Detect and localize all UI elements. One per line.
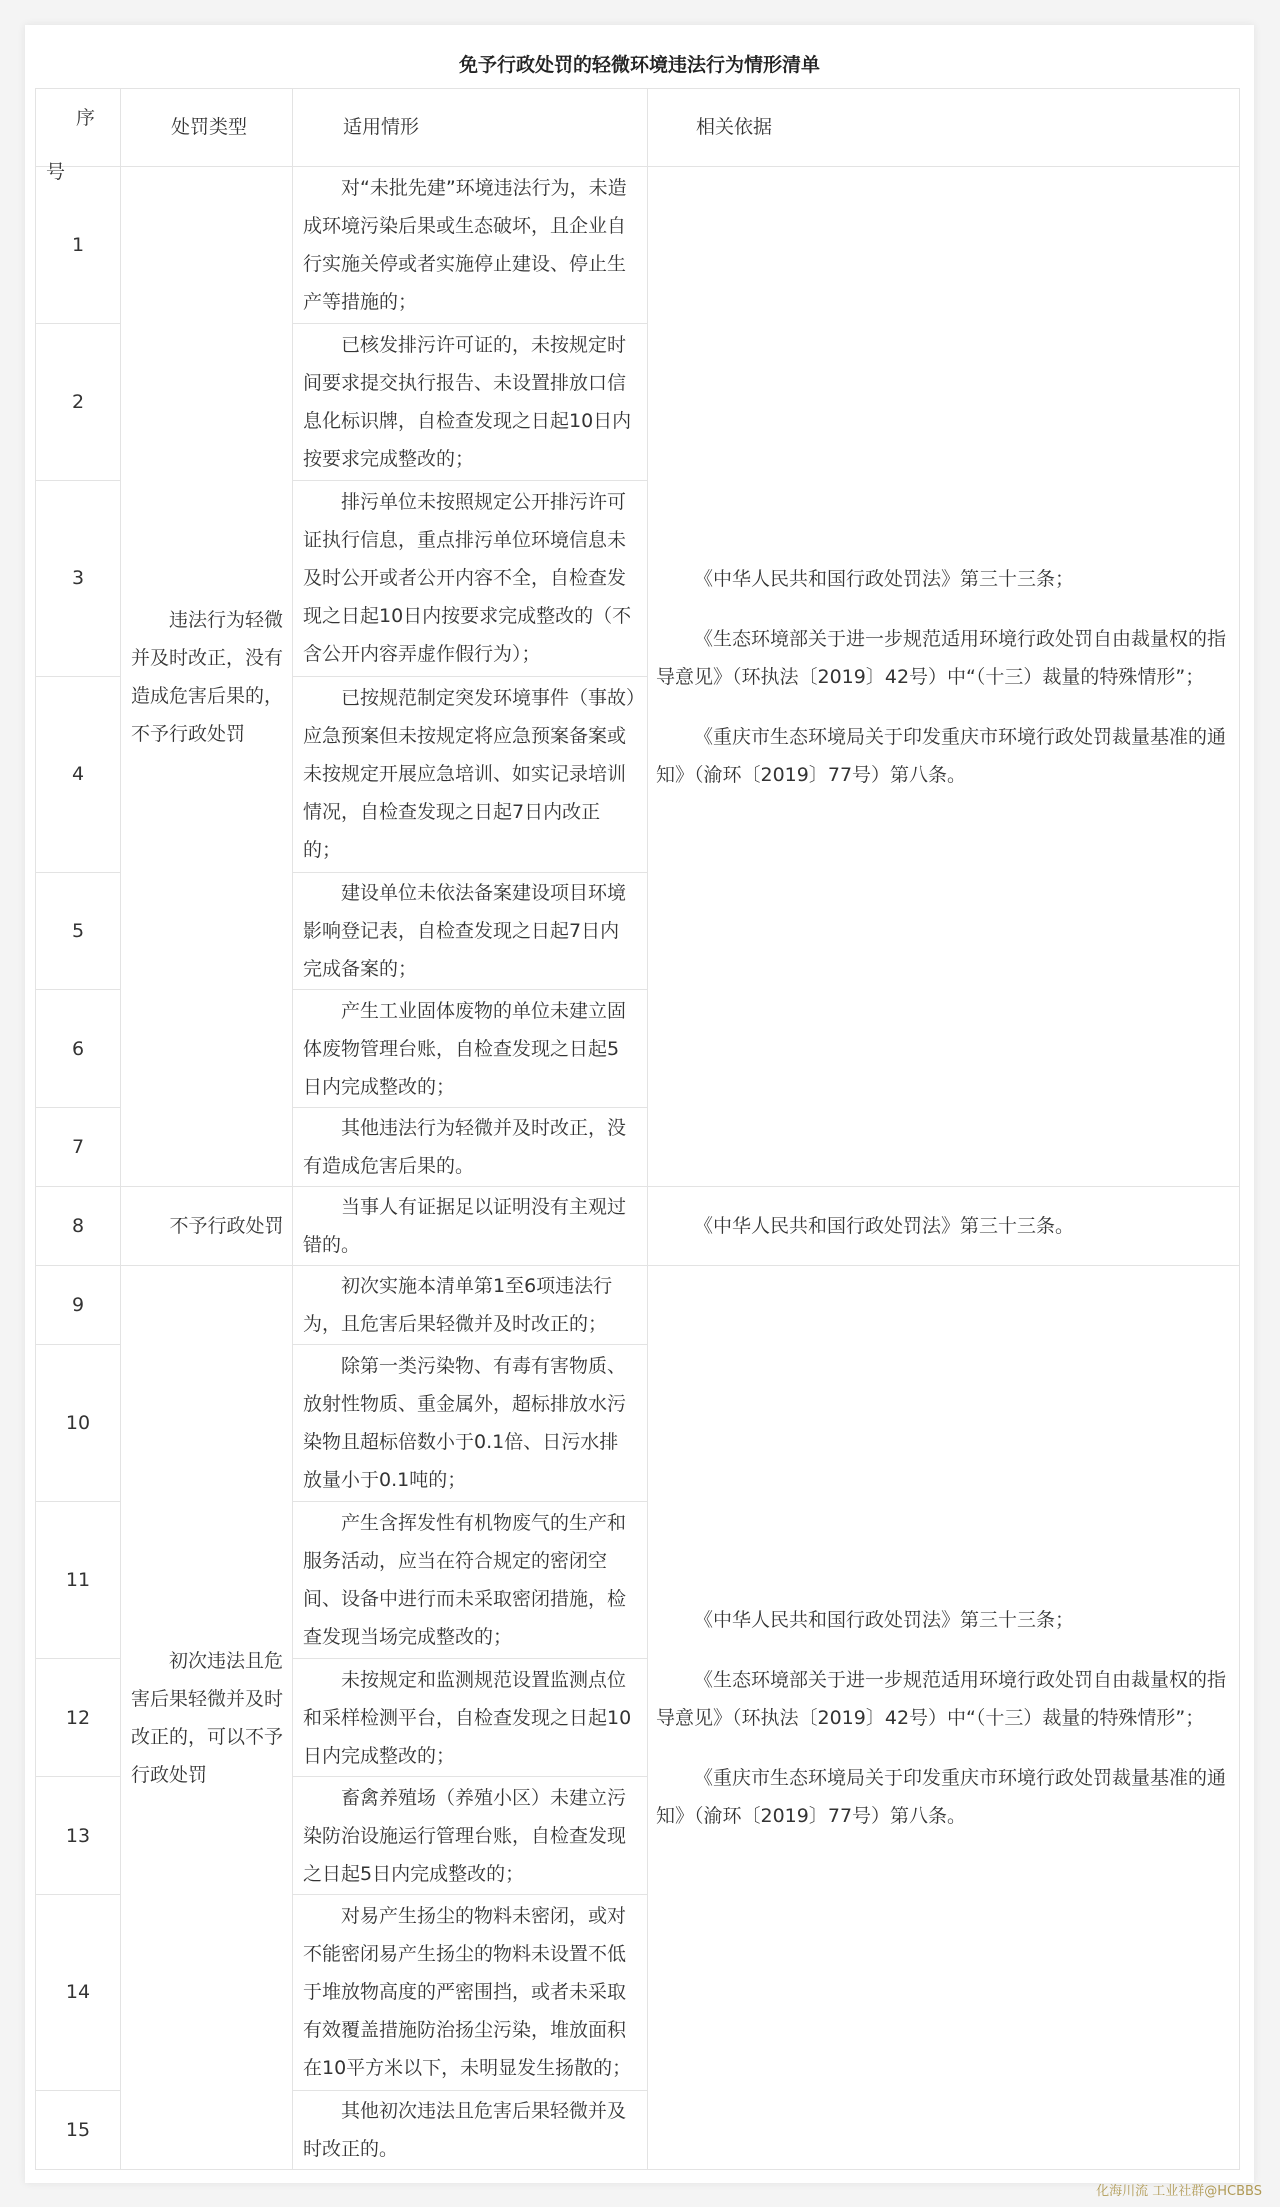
- header-case: 适用情形: [293, 89, 648, 167]
- case-cell: 其他初次违法且危害后果轻微并及时改正的。: [293, 2090, 648, 2169]
- header-type: 处罚类型: [121, 89, 293, 167]
- row-num: 10: [36, 1345, 121, 1502]
- penalty-type-cell: 不予行政处罚: [121, 1187, 293, 1266]
- header-num: [36, 89, 121, 183]
- table-header-row: [36, 89, 1240, 167]
- header-basis: 相关依据: [648, 89, 1240, 167]
- case-cell: 对“未批先建”环境违法行为，未造成环境污染后果或生态破坏，且企业自行实施关停或者实施停止建设、停止生产等措施的；: [293, 166, 648, 323]
- penalty-type-cell: 初次违法且危害后果轻微并及时改正的，可以不予行政处罚: [121, 1266, 293, 2170]
- row-num: 9: [36, 1266, 121, 1345]
- document-card: [25, 25, 1254, 2183]
- row-num: 8: [36, 1187, 121, 1266]
- penalty-type-cell: 违法行为轻微并及时改正，没有造成危害后果的，不予行政处罚: [121, 166, 293, 1186]
- basis-cell: [648, 1187, 1240, 1266]
- page-title: 免予行政处罚的轻微环境违法行为情形清单: [458, 54, 820, 76]
- case-cell: 未按规定和监测规范设置监测点位和采样检测平台，自检查发现之日起10日内完成整改的；: [293, 1659, 648, 1777]
- watermark: 化海川流 工业社群@HCBBS: [1096, 2184, 1262, 2199]
- case-cell: 已核发排污许可证的，未按规定时间要求提交执行报告、未设置排放口信息化标识牌，自检查发现之日起10日内按要求完成整改的；: [293, 323, 648, 480]
- table-row: [36, 1266, 1240, 1345]
- basis-paragraph: 《中华人民共和国行政处罚法》第三十三条。: [694, 1215, 1075, 1238]
- header-num-bottom: 号: [46, 161, 66, 183]
- basis-paragraph: 《中华人民共和国行政处罚法》第三十三条；: [694, 567, 1075, 590]
- case-cell: 当事人有证据足以证明没有主观过错的。: [293, 1187, 648, 1266]
- case-cell: 产生含挥发性有机物废气的生产和服务活动，应当在符合规定的密闭空间、设备中进行而未采取密闭措施，检查发现当场完成整改的；: [293, 1502, 648, 1659]
- row-num: 11: [36, 1502, 121, 1659]
- case-cell: 其他违法行为轻微并及时改正，没有造成危害后果的。: [293, 1108, 648, 1187]
- basis-paragraph: 《重庆市生态环境局关于印发重庆市环境行政处罚裁量基准的通知》（渝环〔2019〕77号）第八条。: [656, 1766, 1227, 1827]
- row-num: 4: [36, 676, 121, 872]
- row-num: 14: [36, 1895, 121, 2091]
- table-row: [36, 166, 1240, 323]
- basis-paragraph: 《重庆市生态环境局关于印发重庆市环境行政处罚裁量基准的通知》（渝环〔2019〕77号）第八条。: [656, 725, 1227, 786]
- header-num-top: 序: [76, 107, 96, 129]
- case-cell: 畜禽养殖场（养殖小区）未建立污染防治设施运行管理台账，自检查发现之日起5日内完成整改的；: [293, 1777, 648, 1895]
- row-num: 3: [36, 480, 121, 676]
- row-num: 2: [36, 323, 121, 480]
- case-cell: 排污单位未按照规定公开排污许可证执行信息，重点排污单位环境信息未及时公开或者公开内容不全，自检查发现之日起10日内按要求完成整改的（不含公开内容弄虚作假行为）；: [293, 480, 648, 676]
- row-num: 6: [36, 990, 121, 1108]
- row-num: 5: [36, 872, 121, 990]
- basis-cell: [648, 166, 1240, 1186]
- row-num: 1: [36, 166, 121, 323]
- case-cell: 对易产生扬尘的物料未密闭，或对不能密闭易产生扬尘的物料未设置不低于堆放物高度的严密围挡，或者未采取有效覆盖措施防治扬尘污染，堆放面积在10平方米以下，未明显发生扬散的；: [293, 1895, 648, 2091]
- row-num: 7: [36, 1108, 121, 1187]
- case-cell: 已按规范制定突发环境事件（事故）应急预案但未按规定将应急预案备案或未按规定开展应急培训、如实记录培训情况，自检查发现之日起7日内改正的；: [293, 676, 648, 872]
- table-row: [36, 1187, 1240, 1266]
- row-num: 12: [36, 1659, 121, 1777]
- basis-paragraph: 《生态环境部关于进一步规范适用环境行政处罚自由裁量权的指导意见》（环执法〔2019〕42号）中“（十三）裁量的特殊情形”；: [656, 627, 1227, 688]
- penalty-exemption-table: [35, 88, 1240, 2170]
- case-cell: 产生工业固体废物的单位未建立固体废物管理台账，自检查发现之日起5日内完成整改的；: [293, 990, 648, 1108]
- row-num: 13: [36, 1777, 121, 1895]
- basis-paragraph: 《中华人民共和国行政处罚法》第三十三条；: [694, 1608, 1075, 1631]
- row-num: 15: [36, 2090, 121, 2169]
- basis-paragraph: 《生态环境部关于进一步规范适用环境行政处罚自由裁量权的指导意见》（环执法〔2019〕42号）中“（十三）裁量的特殊情形”；: [656, 1668, 1227, 1729]
- basis-cell: [648, 1266, 1240, 2170]
- case-cell: 除第一类污染物、有毒有害物质、放射性物质、重金属外，超标排放水污染物且超标倍数小于0.1倍、日污水排放量小于0.1吨的；: [293, 1345, 648, 1502]
- case-cell: 建设单位未依法备案建设项目环境影响登记表，自检查发现之日起7日内完成备案的；: [293, 872, 648, 990]
- case-cell: 初次实施本清单第1至6项违法行为，且危害后果轻微并及时改正的；: [293, 1266, 648, 1345]
